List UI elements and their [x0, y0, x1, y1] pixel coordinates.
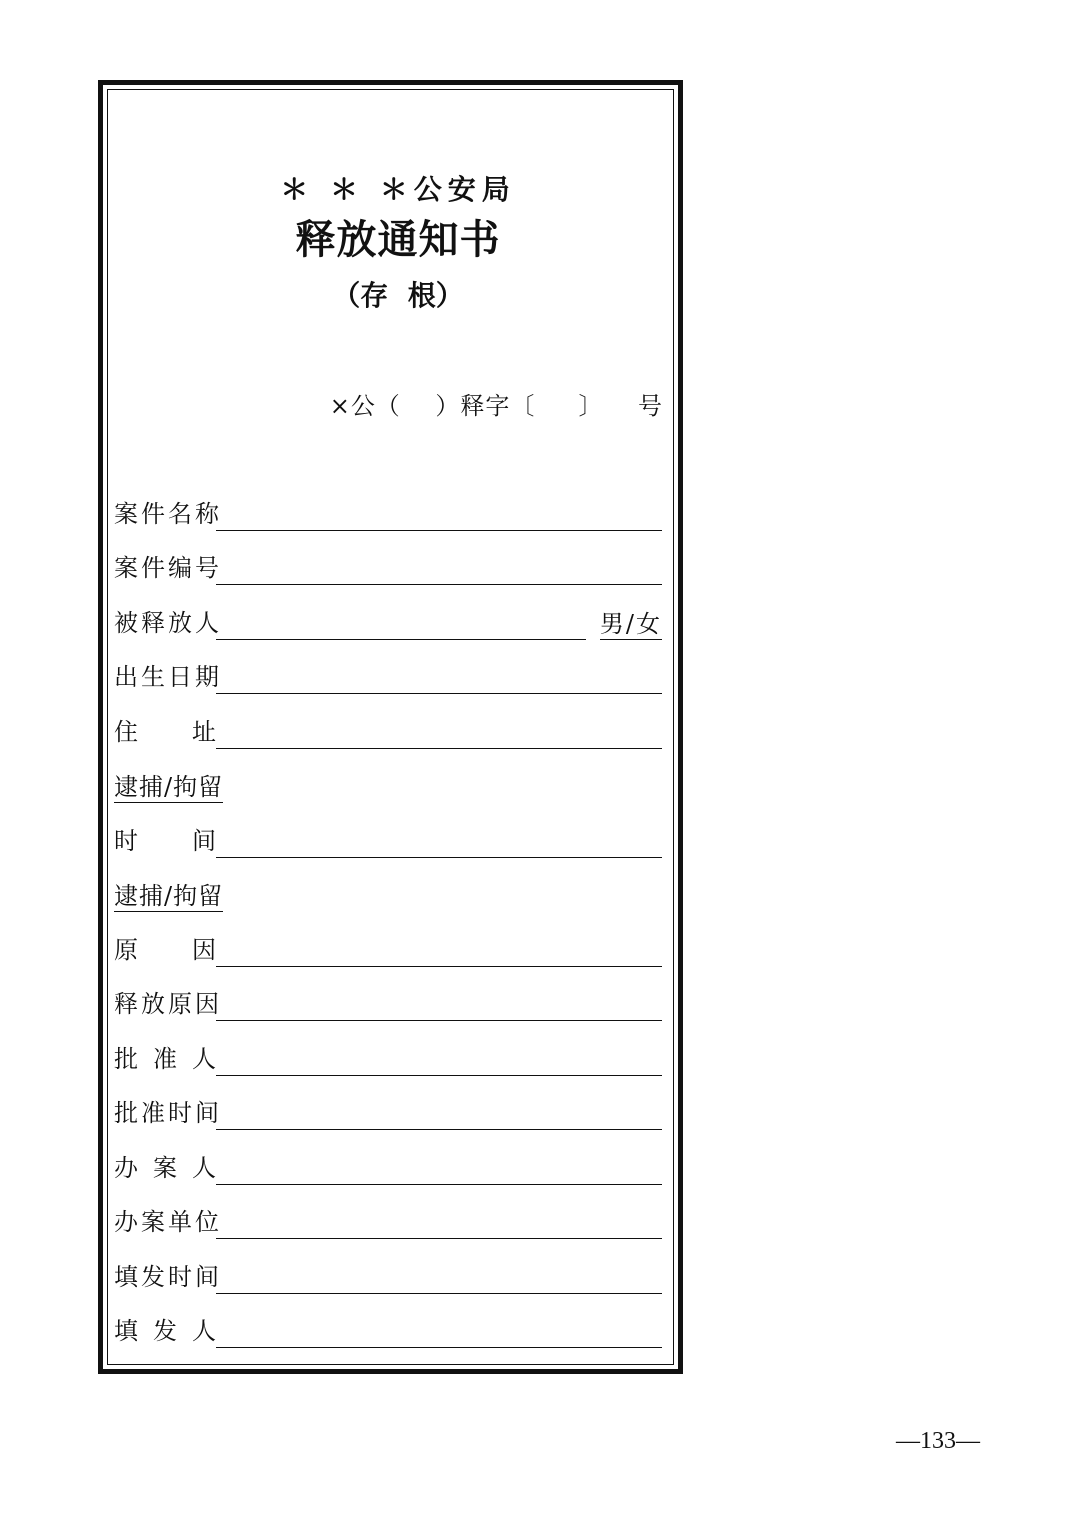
field-label: 释放原因 [114, 990, 222, 1018]
fill-line[interactable] [216, 1184, 662, 1185]
field-case-number [114, 535, 662, 590]
document-number: ×公（ ）释字〔 〕 号 [329, 392, 663, 420]
fill-line[interactable] [216, 530, 662, 531]
field-label: 批准时间 [114, 1099, 222, 1127]
field-label [114, 712, 216, 747]
field-case-name [114, 480, 662, 535]
field-issue-time [114, 1243, 662, 1298]
fill-line[interactable] [216, 693, 662, 694]
fill-line[interactable] [216, 966, 662, 967]
field-label [114, 1039, 216, 1074]
field-arrest-detain-heading-2 [114, 862, 662, 917]
field-released-person [114, 589, 662, 644]
field-birth-date [114, 644, 662, 699]
fill-line[interactable] [216, 1129, 662, 1130]
page-number: —133— [896, 1428, 980, 1454]
label-char: 因 [192, 935, 216, 964]
fill-line[interactable] [216, 857, 662, 858]
fill-line[interactable] [216, 1075, 662, 1076]
field-label [114, 1148, 216, 1183]
label-char: 发 [153, 1317, 177, 1345]
gender-option[interactable]: 男/女 [600, 604, 662, 640]
field-label [114, 930, 216, 965]
field-label: 案件名称 [114, 499, 222, 528]
field-label: 案件编号 [114, 554, 222, 582]
fill-line[interactable] [216, 639, 586, 640]
label-char: 住 [114, 717, 138, 746]
field-label [114, 1311, 216, 1346]
label-char: 批 [114, 1044, 138, 1073]
label-char: 原 [114, 935, 138, 964]
document-subtitle: （存 根） [332, 279, 464, 312]
label-char: 间 [192, 826, 216, 855]
document-title: 释放通知书 [295, 216, 501, 263]
label-char: 案 [153, 1153, 177, 1182]
label-char: 填 [114, 1317, 138, 1345]
label-char: 人 [192, 1044, 216, 1073]
label-char: 人 [192, 1317, 216, 1345]
field-release-reason [114, 971, 662, 1026]
fill-line[interactable] [216, 1020, 662, 1021]
field-arrest-detain-heading-1 [114, 753, 662, 808]
field-time [114, 807, 662, 862]
label-char: 址 [192, 717, 216, 746]
field-case-handler [114, 1134, 662, 1189]
field-issuer [114, 1298, 662, 1353]
agency-name: ＊ ＊ ＊公安局 [280, 173, 516, 206]
field-approver [114, 1025, 662, 1080]
field-approval-time [114, 1080, 662, 1135]
field-label: 办案单位 [114, 1208, 222, 1236]
field-handling-unit [114, 1189, 662, 1244]
field-label: 出生日期 [114, 663, 222, 691]
fill-line[interactable] [216, 748, 662, 749]
label-char: 时 [114, 826, 138, 855]
fill-line[interactable] [216, 584, 662, 585]
label-char: 人 [192, 1153, 216, 1182]
field-label: 被释放人 [114, 608, 222, 637]
arrest-detain-option[interactable]: 逮捕/拘留 [114, 876, 223, 912]
fill-line[interactable] [216, 1238, 662, 1239]
label-char: 办 [114, 1153, 138, 1182]
form-fields [114, 480, 662, 1352]
field-address [114, 698, 662, 753]
label-char: 准 [153, 1044, 177, 1073]
release-notice-stub-form [98, 80, 683, 1374]
form-inner-border [107, 89, 674, 1365]
field-label: 填发时间 [114, 1262, 222, 1291]
arrest-detain-option[interactable]: 逮捕/拘留 [114, 767, 223, 803]
field-label [114, 821, 216, 856]
fill-line[interactable] [216, 1347, 662, 1348]
field-reason [114, 916, 662, 971]
fill-line[interactable] [216, 1293, 662, 1294]
